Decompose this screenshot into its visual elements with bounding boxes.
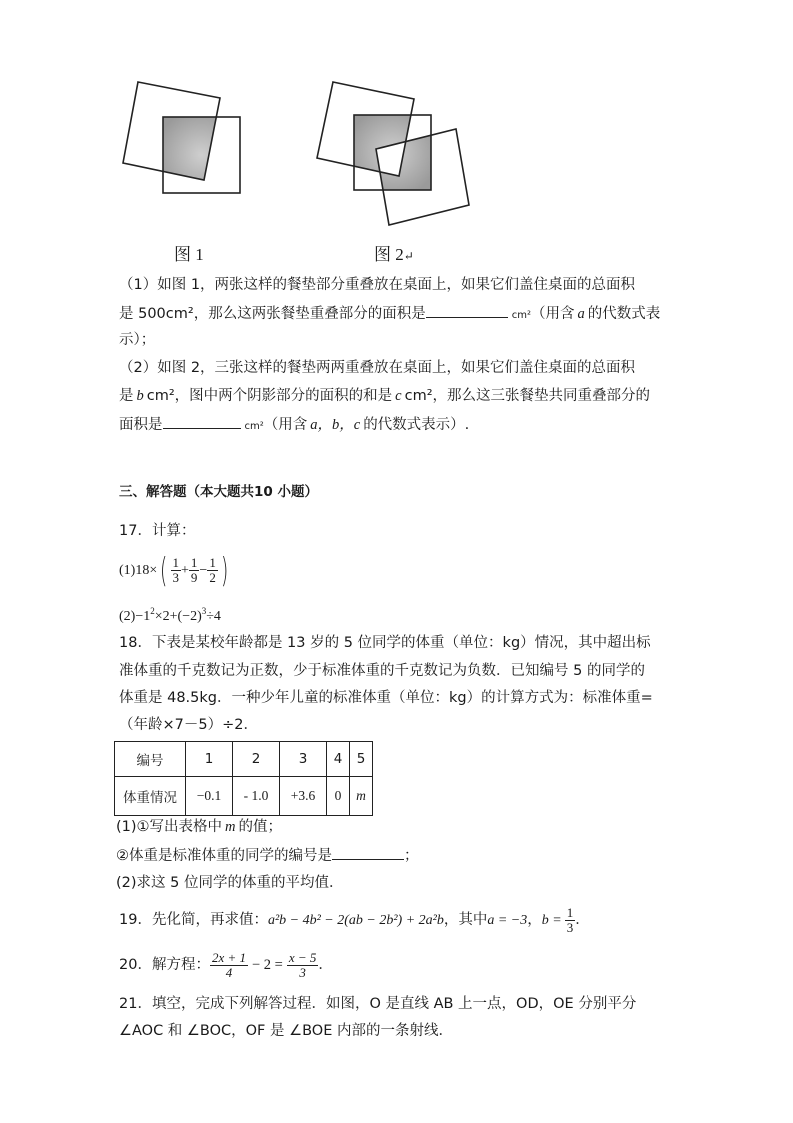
table-header: 4 xyxy=(327,742,350,777)
return-mark: ↵ xyxy=(403,249,414,263)
frac-num: 1 xyxy=(172,555,179,571)
q18-line4: （年龄×7－5）÷2． xyxy=(119,717,258,733)
frac-num: 1 xyxy=(190,555,198,571)
q16-p1-var: a xyxy=(577,306,585,322)
figure-2-label-text: 图 2 xyxy=(374,245,404,264)
frac-den: 3 xyxy=(299,964,306,980)
q17-p1-prefix: (1)18× xyxy=(119,563,158,578)
q19-text-c: ， xyxy=(527,912,542,928)
q18-sub1 xyxy=(116,817,282,837)
fraction-1-3 xyxy=(171,556,182,585)
q18-line3: 体重是 48.5kg．一种少年儿童的标准体重（单位：kg）的计算方式为：标准体重= xyxy=(119,690,653,706)
q19 xyxy=(119,905,590,936)
table-row xyxy=(115,742,373,777)
q17-p2-exp1: 2 xyxy=(150,606,155,616)
q18-sub1-text: (1)①写出表格中 xyxy=(116,819,223,835)
q17-part1: (1)18×( $\frac{1}{3}$ + $\frac{1}{9}$ − $\frac{1}{2}$ ) xyxy=(119,550,229,591)
q16-p2-text-f: 的代数式表示）. xyxy=(363,417,470,433)
q18-sub2-end: ； xyxy=(404,848,419,864)
q19-cond-b: b = xyxy=(541,913,562,928)
q17-p2-a: (2)−1 xyxy=(119,609,151,624)
q18-sub2-answer-blank[interactable] xyxy=(332,845,404,860)
q17-p2-b: ×2+(−2) xyxy=(154,609,202,624)
table-cell: - 1.0 xyxy=(233,777,280,816)
q17-p2-exp2: 3 xyxy=(201,606,207,616)
q21-line2: ∠AOC 和 ∠BOC，OF 是 ∠BOE 内部的一条射线． xyxy=(119,1023,453,1039)
fraction-left xyxy=(210,951,248,980)
q16-p2-unit: cm² xyxy=(244,421,264,432)
q17-p2-c: ÷4 xyxy=(206,609,221,624)
fraction-1-2 xyxy=(207,556,218,585)
table-header: 2 xyxy=(233,742,280,777)
q16-part1-line3: 示）； xyxy=(119,332,156,348)
frac-num: x − 5 xyxy=(288,949,317,965)
frac-num: 1 xyxy=(209,555,216,571)
q19-end: ． xyxy=(575,912,590,928)
q16-p2-text-e: （用含 xyxy=(263,417,308,433)
q20-mid: − 2 = xyxy=(252,957,283,973)
table-cell: 0 xyxy=(327,777,350,816)
q19-text-a: 19．先化简，再求值： xyxy=(119,912,268,928)
q20 xyxy=(119,948,333,982)
q19-cond-a: a = −3 xyxy=(487,913,528,928)
frac-num: 2x + 1 xyxy=(211,949,246,965)
q21-line1: 21．填空，完成下列解答过程．如图，O 是直线 AB 上一点，OD，OE 分别平分 xyxy=(119,996,637,1012)
overlap-shade xyxy=(163,117,240,193)
fraction-right xyxy=(287,951,319,980)
q16-p2-var-c: c xyxy=(395,388,402,404)
table-cell: m xyxy=(350,777,373,816)
weight-table xyxy=(114,741,373,816)
figure-2-label xyxy=(374,240,414,265)
q16-part2-line2 xyxy=(119,386,650,406)
q18-sub2-text: ②体重是标准体重的同学的编号是 xyxy=(116,848,332,864)
q19-expression: a²b − 4b² − 2(ab − 2b²) + 2a²b xyxy=(267,913,444,928)
figure-1 xyxy=(115,70,255,200)
q16-p2-vars: a，b，c xyxy=(310,417,361,433)
q16-p2-var-b: b xyxy=(136,388,144,404)
q16-p2-text-b: cm²，图中两个阴影部分的面积的和是 xyxy=(146,388,393,404)
table-header: 1 xyxy=(186,742,233,777)
q16-p1-text-b: （用含 xyxy=(530,306,575,322)
q20-text: 20．解方程： xyxy=(119,957,210,973)
q16-p2-text-d: 面积是 xyxy=(119,417,163,433)
q18-sub2 xyxy=(116,845,419,866)
fraction-1-3 xyxy=(565,906,576,935)
frac-num: 1 xyxy=(566,904,574,920)
fraction-1-9 xyxy=(189,556,200,585)
q16-p1-answer-blank[interactable] xyxy=(426,303,508,318)
q16-p2-text-a: 是 xyxy=(119,388,134,404)
q18-sub1-var: m xyxy=(225,819,236,835)
figure-1-label: 图 1 xyxy=(174,245,204,264)
q16-part2-line1: （2）如图 2，三张这样的餐垫两两重叠放在桌面上，如果它们盖住桌面的总面积 xyxy=(119,360,636,376)
left-paren: ( xyxy=(160,550,168,591)
q16-p2-text-c: cm²，那么这三张餐垫共同重叠部分的 xyxy=(404,388,651,404)
q16-p1-unit: cm² xyxy=(511,310,531,321)
frac-den: 9 xyxy=(190,570,198,586)
figure-2 xyxy=(310,72,475,232)
q18-sub3: (2)求这 5 位同学的体重的平均值． xyxy=(116,875,344,891)
table-header: 5 xyxy=(350,742,373,777)
frac-den: 2 xyxy=(209,570,216,586)
q20-end: ． xyxy=(318,957,333,973)
frac-den: 3 xyxy=(566,919,574,935)
table-row xyxy=(115,777,373,816)
q19-text-b: ，其中 xyxy=(443,912,488,928)
q16-p1-text-c: 的代数式表 xyxy=(587,306,661,322)
q16-p2-answer-blank[interactable] xyxy=(163,414,241,429)
table-cell: −0.1 xyxy=(186,777,233,816)
q18-sub1-end: 的值； xyxy=(238,819,283,835)
table-header: 编号 xyxy=(115,742,186,777)
q16-part2-line3 xyxy=(119,414,469,437)
frac-den: 4 xyxy=(225,964,233,980)
q17-title: 17．计算： xyxy=(119,523,196,539)
q16-p1-text-a: 是 500cm²，那么这两张餐垫重叠部分的面积是 xyxy=(119,306,426,322)
q17-part2 xyxy=(119,601,221,627)
table-header: 3 xyxy=(280,742,327,777)
right-paren: ) xyxy=(220,550,229,591)
table-cell: +3.6 xyxy=(280,777,327,816)
q16-part1-line1: （1）如图 1，两张这样的餐垫部分重叠放在桌面上，如果它们盖住桌面的总面积 xyxy=(119,277,636,293)
q18-line1: 18．下表是某校年龄都是 13 岁的 5 位同学的体重（单位：kg）情况，其中超出标 xyxy=(119,635,651,651)
frac-den: 3 xyxy=(172,570,179,586)
section-3-heading: 三、解答题（本大题共10 小题） xyxy=(119,484,318,500)
table-row-label: 体重情况 xyxy=(115,777,186,816)
q16-part1-line2 xyxy=(119,303,660,326)
q18-line2: 准体重的千克数记为正数，少于标准体重的千克数记为负数．已知编号 5 的同学的 xyxy=(119,663,645,679)
